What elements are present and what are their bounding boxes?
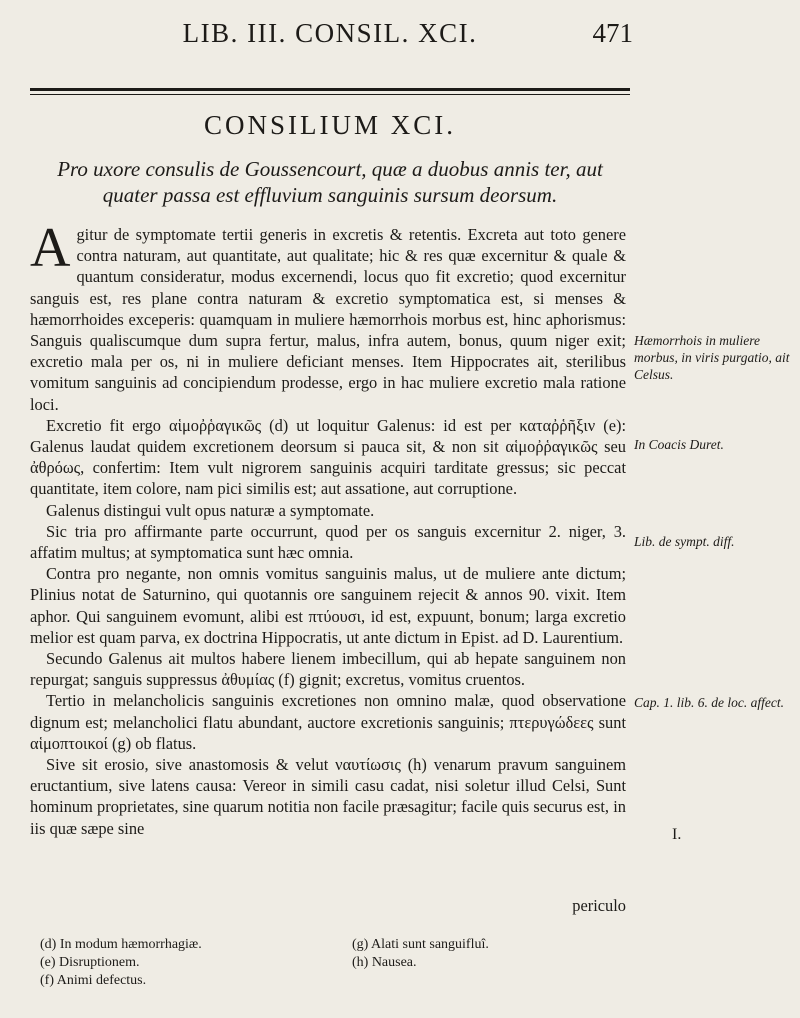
- footnotes-right: [352, 936, 652, 972]
- paragraph: Sive sit erosio, sive anastomosis & velut ναυτίωσις (h) venarum pravum sanguinem eructantium, sive latens causa: Vereor in simili casu cadat, nisi soletur illud Celsi, Sunt hominum proprietates, sine quarum notitia non facile præsagitur; facile quis securus est, in iis quæ sæpe sine: [30, 755, 626, 838]
- header-rule: [30, 88, 630, 91]
- page-number: 471: [592, 18, 633, 48]
- chapter-subtitle: Pro uxore consulis de Goussencourt, quæ a duobus annis ter, aut quater passa est effluvium sanguinis sursum deorsum.: [57, 157, 603, 207]
- footnotes: [40, 936, 620, 992]
- margin-number: I.: [672, 826, 682, 843]
- paragraph: Galenus distingui vult opus naturæ a symptomate.: [46, 500, 375, 520]
- paragraph: Tertio in melancholicis sanguinis excretiones non omnino malæ, quod observatione dignum est; melancholici flatu abundant, auctore excretionis sanguinis; πτερυγώδεες sunt αἱμοπτοικοί (g) ob flatus.: [30, 691, 626, 753]
- footnote: (h) Nausea.: [352, 955, 417, 970]
- margin-note: Cap. 1. lib. 6. de loc. affect.: [634, 695, 784, 710]
- paragraph: Secundo Galenus ait multos habere lienem imbecillum, qui ab hepate sanguinem non repurgat; sanguis suppressus ἀθυμίας (f) gignit; excretus, vomitus cruentos.: [30, 649, 626, 690]
- paragraph: Excretio fit ergo αἱμοῤῥαγικῶς (d) ut loquitur Galenus: id est per καταῤῥῆξιν (e): Galenus laudat quidem excretionem deorsum si pauca sit, & non sit αἱμοῤῥαγικῶς seu ἀθρόως, confertim: Item vult nigrorem sanguinis acquiri tarditate gressus; sic peccat quantitate, item colore, nam pici similis est; aut assatione, aut corruptione.: [30, 415, 626, 499]
- paragraph: Sic tria pro affirmante parte occurrunt, quod per os sanguis excernitur 2. niger, 3. affatim multus; at symptomatica sunt hæc omnia.: [30, 521, 626, 563]
- drop-cap: A: [30, 217, 71, 279]
- paragraph: Contra pro negante, non omnis vomitus sanguinis malus, ut de muliere ante dictum; Plinius notat de Saturnino, qui quotannis ore sanguinem rejecit & annos 90. vixit. Item aphor. Qui sanguinem evomunt, alibi est πτύουσι, id est, expuunt, bonum; larga excretio melior est quam parva, ex doctrina Hippocratis, ut ante dictum in Epist. ad D. Laurentium.: [30, 564, 626, 647]
- paragraph: Agitur de symptomate tertii generis in excretis & retentis. Excreta aut toto genere contra naturam, aut quantitate, aut qualitate; hic & res quæ excernitur & quale & quantum consideratur, modus excernendi, locus quo fit excretio; quod excernitur sanguis est, res plane contra naturam & excretio symptomatica est, si menses & hæmorrhoides exceperis: quamquam in muliere hæmorrhois morbus est, hinc aphorismus: Sanguis qualiscumque dum supra fertur, malus, infra autem, bonus, quum niger exit; excretio mala per os, ni in muliere deficiant menses. Item Hippocrates ait, sterilibus vomitum sanguinis ad concipiendum prodesse, ergo in hac muliere excretio mala ratione loci.: [30, 217, 626, 414]
- margin-note: Lib. de sympt. diff.: [634, 534, 735, 549]
- footnote: (e) Disruptionem.: [40, 955, 140, 970]
- margin-note: Hæmorrhois in muliere morbus, in viris purgatio, ait Celsus.: [634, 333, 790, 382]
- chapter-title: CONSILIUM XCI.: [203, 110, 456, 140]
- body-text: [30, 217, 626, 839]
- footnote: (g) Alati sunt sanguifluî.: [352, 937, 489, 952]
- footnote: (d) In modum hæmorrhagiæ.: [40, 937, 202, 952]
- catchword: periculo: [572, 896, 626, 915]
- running-head: LIB. III. CONSIL. XCI.: [182, 18, 478, 48]
- footnotes-left: [40, 936, 340, 990]
- margin-note: In Coacis Duret.: [634, 437, 724, 452]
- footnote: (f) Animi defectus.: [40, 973, 147, 988]
